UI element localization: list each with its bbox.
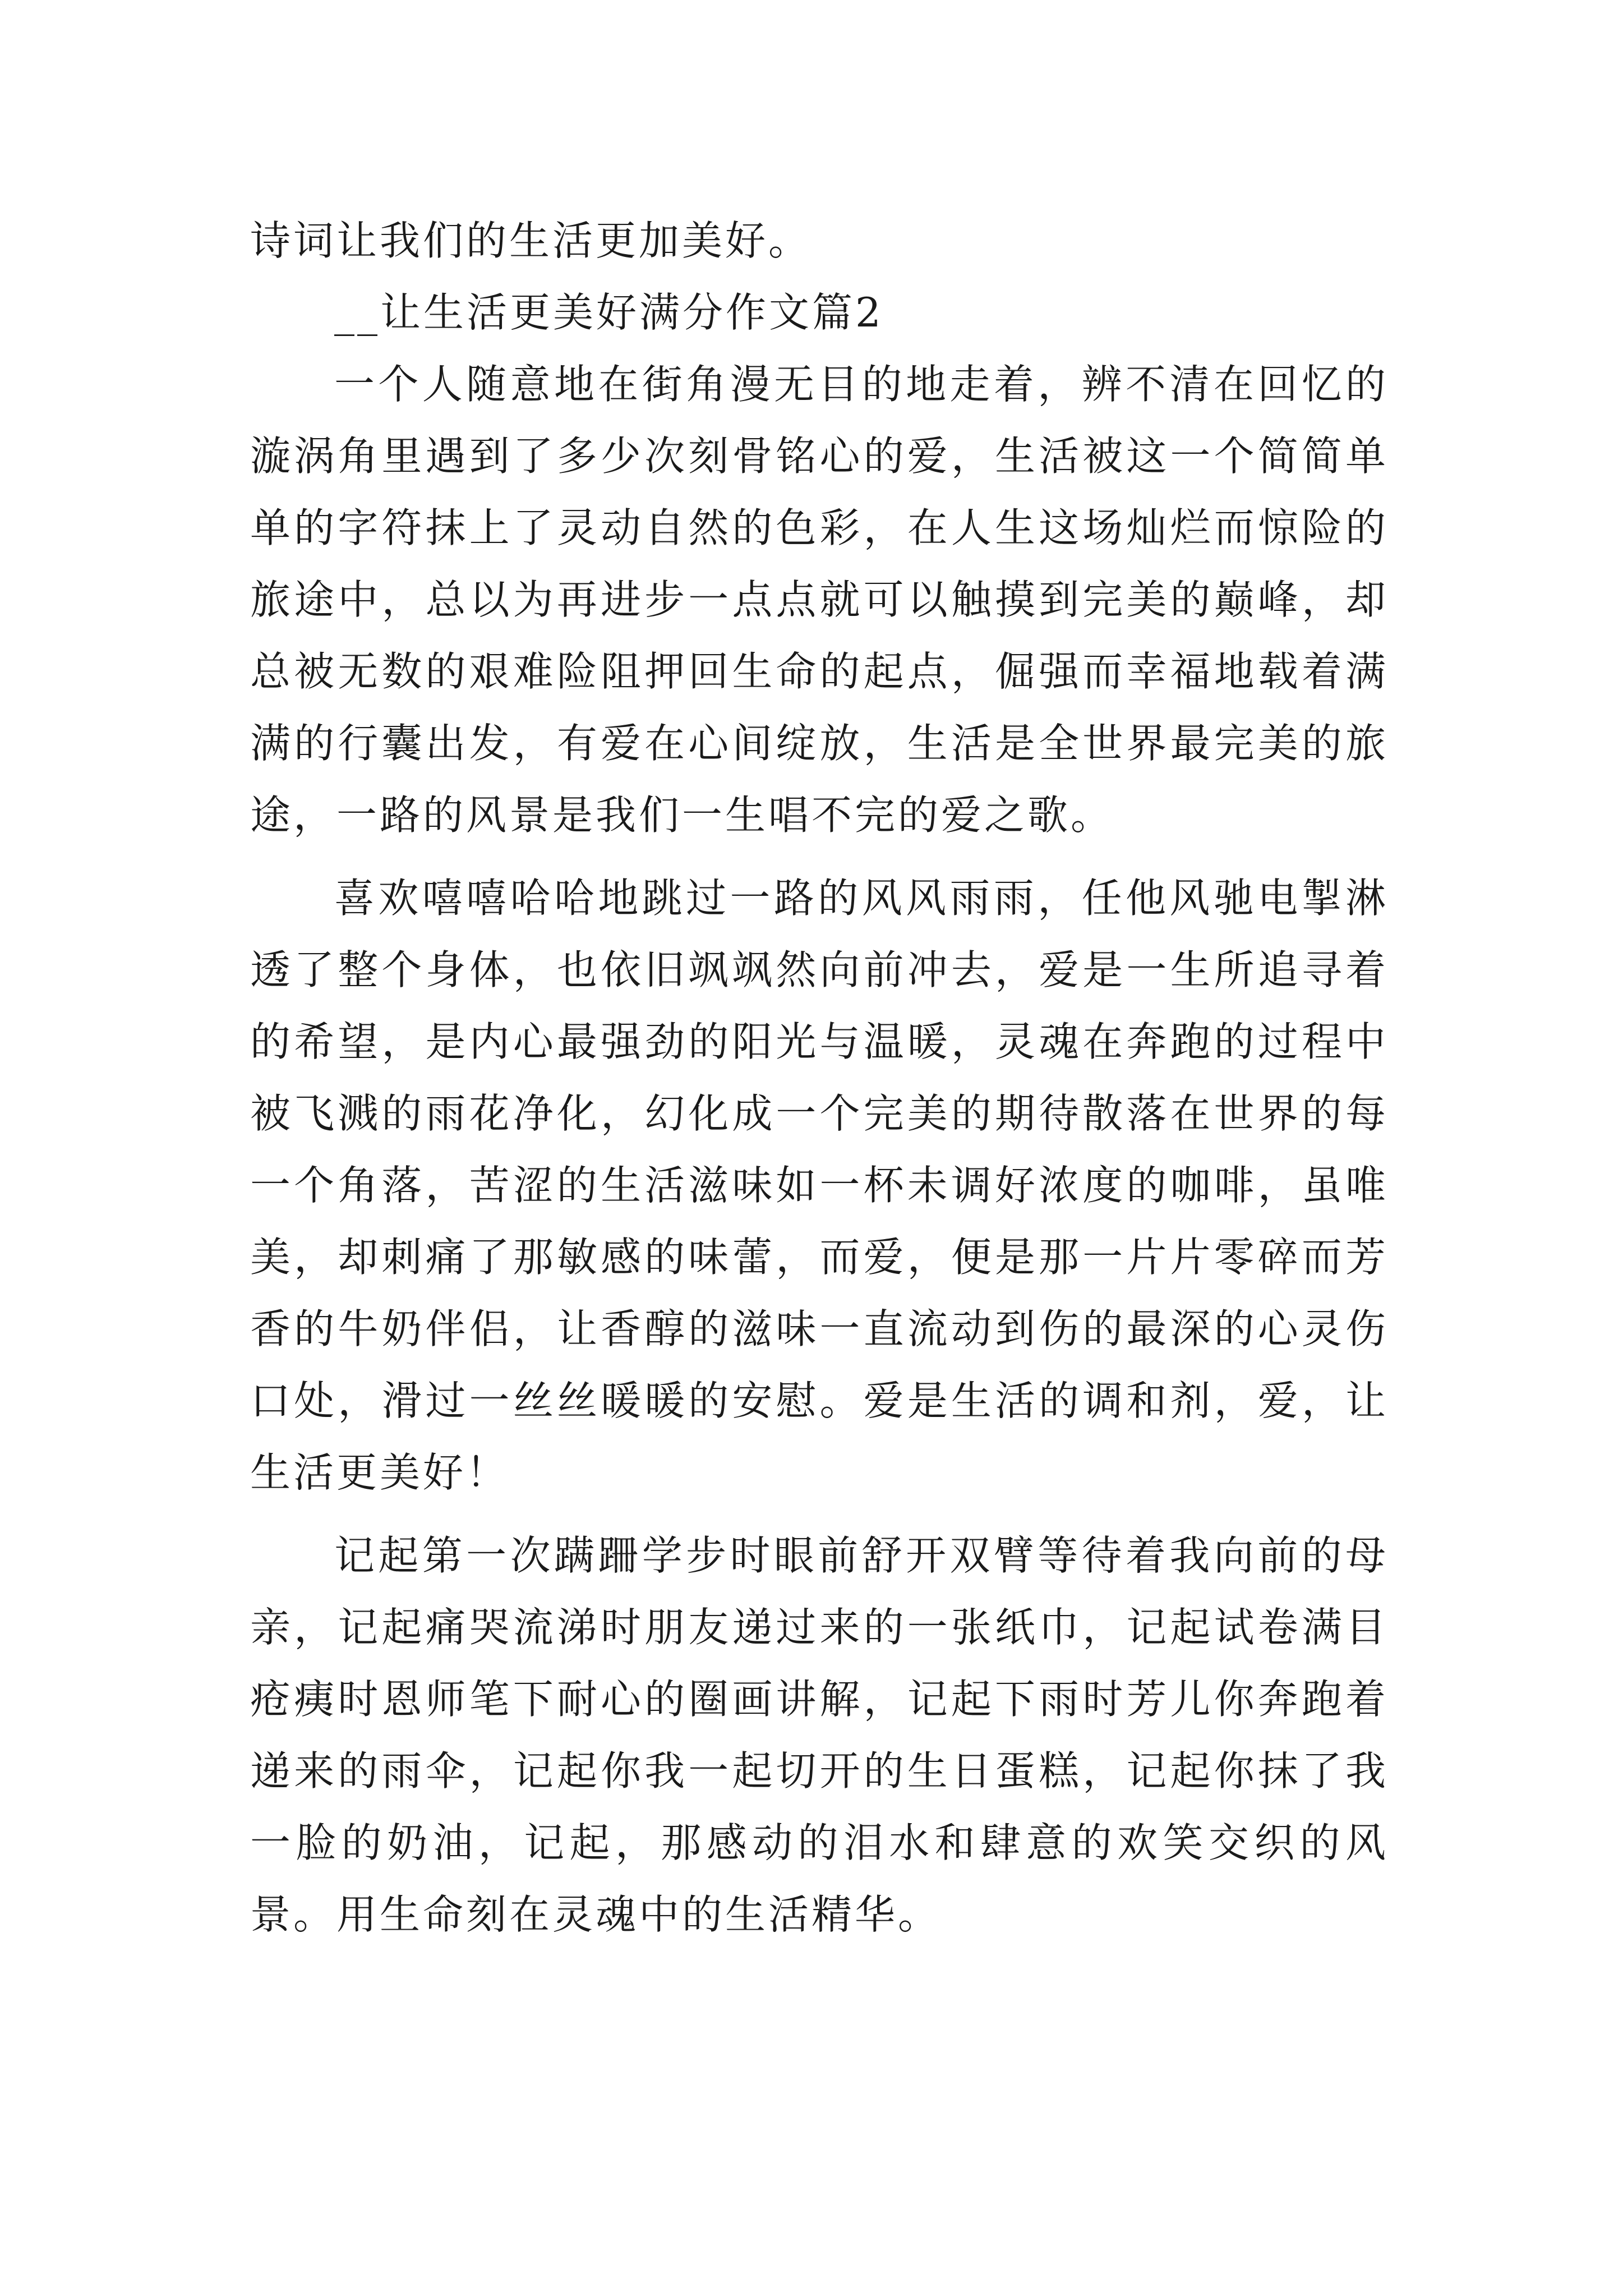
paragraph-1: 一个人随意地在街角漫无目的地走着，辨不清在回忆的漩涡角里遇到了多少次刻骨铭心的爱，生活被这一个简简单单的字符抹上了灵动自然的色彩，在人生这场灿烂而惊险的旅途中，总以为再进步一点点就可以触摸到完美的巅峰，却总被无数的艰难险阻押回生命的起点，倔强而幸福地载着满满的行囊出发，有爱在心间绽放，生活是全世界最完美的旅途，一路的风景是我们一生唱不完的爱之歌。 [250, 361, 1389, 839]
essay-heading: __让生活更美好满分作文篇2 [334, 289, 884, 336]
document-body [250, 205, 1389, 1950]
paragraph-2: 喜欢嘻嘻哈哈地跳过一路的风风雨雨，任他风驰电掣淋透了整个身体，也依旧飒飒然向前冲去，爱是一生所追寻着的希望，是内心最强劲的阳光与温暖，灵魂在奔跑的过程中被飞溅的雨花净化，幻化成一个完美的期待散落在世界的每一个角落，苦涩的生活滋味如一杯未调好浓度的咖啡，虽唯美，却刺痛了那敏感的味蕾，而爱，便是那一片片零碎而芳香的牛奶伴侣，让香醇的滋味一直流动到伤的最深的心灵伤口处，滑过一丝丝暖暖的安慰。爱是生活的调和剂，爱，让生活更美好！ [250, 875, 1389, 1496]
intro-line: 诗词让我们的生活更加美好。 [250, 217, 812, 264]
paragraph-3: 记起第一次蹒跚学步时眼前舒开双臂等待着我向前的母亲，记起痛哭流涕时朋友递过来的一张纸巾，记起试卷满目疮痍时恩师笔下耐心的圈画讲解，记起下雨时芳儿你奔跑着递来的雨伞，记起你我一起切开的生日蛋糕，记起你抹了我一脸的奶油，记起，那感动的泪水和肆意的欢笑交织的风景。用生命刻在灵魂中的生活精华。 [250, 1532, 1389, 1938]
